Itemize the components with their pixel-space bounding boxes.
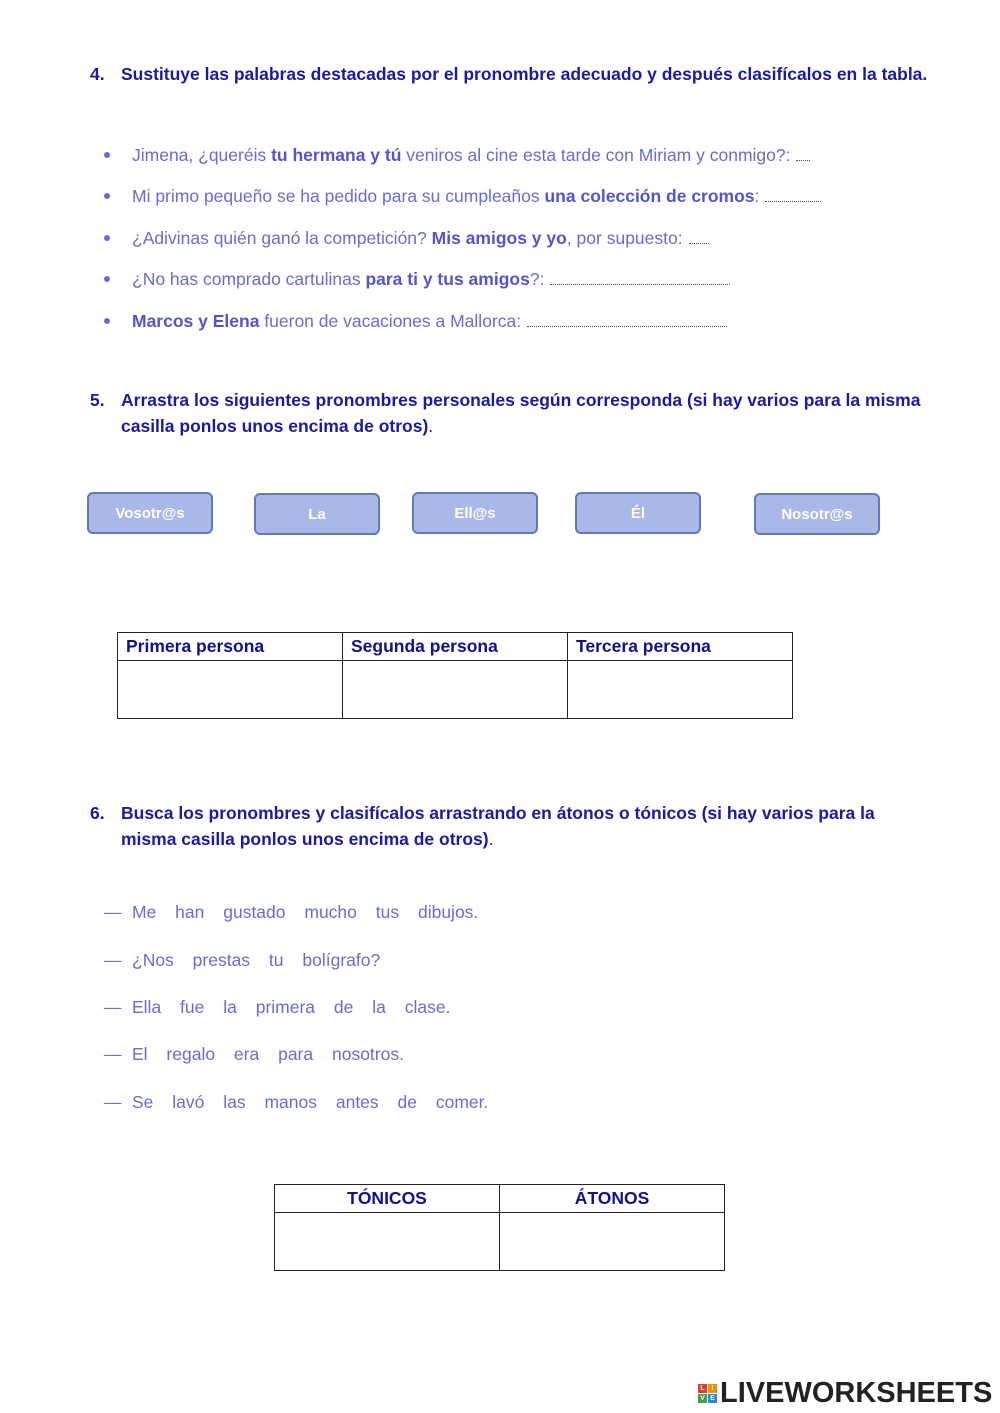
draggable-chip-ellos[interactable]: Ell@s (412, 492, 538, 534)
answer-blank[interactable] (765, 183, 821, 202)
highlighted-phrase: Mis amigos y yo (431, 228, 567, 248)
sentence-text[interactable]: Me han gustado mucho tus dibujos. (132, 902, 479, 922)
highlighted-phrase: para ti y tus amigos (365, 269, 530, 289)
answer-blank[interactable] (527, 308, 727, 327)
section-5-heading (90, 387, 940, 441)
drop-zone-tercera-persona[interactable] (568, 661, 793, 719)
draggable-chip-nosotros[interactable]: Nosotr@s (754, 493, 880, 535)
sentence-text[interactable]: Se lavó las manos antes de comer. (132, 1092, 489, 1112)
tonicos-atonos-table (274, 1184, 725, 1271)
draggable-chip-el[interactable]: Él (575, 492, 701, 534)
drop-zone-primera-persona[interactable] (118, 661, 343, 719)
draggable-chip-vosotros[interactable]: Vosotr@s (87, 492, 213, 534)
drop-zone-segunda-persona[interactable] (343, 661, 568, 719)
section-4-instruction: Sustituye las palabras destacadas por el pronombre adecuado y después clasifícalos en la tabla. (121, 64, 928, 84)
answer-blank[interactable] (689, 225, 709, 244)
section-5-instruction: Arrastra los siguientes pronombres personales según corresponda (si hay varios para la misma casilla ponlos unos encima de otros). (121, 390, 921, 436)
draggable-chip-la[interactable]: La (254, 493, 380, 535)
header-tercera-persona: Tercera persona (568, 633, 793, 661)
dash-marker: — (104, 950, 122, 970)
highlighted-phrase: Marcos y Elena (132, 311, 260, 331)
bullet-icon (104, 318, 110, 324)
dash-marker: — (104, 1092, 122, 1112)
section-6-number: 6. (90, 803, 105, 823)
section-6-heading (90, 800, 940, 854)
section-5-number: 5. (90, 390, 105, 410)
bullet-icon (104, 276, 110, 282)
sentence-text[interactable]: Ella fue la primera de la clase. (132, 997, 451, 1017)
answer-blank[interactable] (550, 266, 730, 285)
header-atonos: ÁTONOS (500, 1185, 725, 1213)
highlighted-phrase: tu hermana y tú (271, 145, 402, 165)
dash-marker: — (104, 902, 122, 922)
dash-marker: — (104, 1044, 122, 1064)
header-tonicos: TÓNICOS (275, 1185, 500, 1213)
section-4-number: 4. (90, 64, 105, 84)
drop-zone-tonicos[interactable] (275, 1213, 500, 1271)
logo-text: LIVEWORKSHEETS (720, 1376, 993, 1409)
header-segunda-persona: Segunda persona (343, 633, 568, 661)
bullet-icon (104, 235, 110, 241)
drop-zone-atonos[interactable] (500, 1213, 725, 1271)
persona-table (117, 632, 793, 719)
bullet-icon (104, 152, 110, 158)
sentence-text[interactable]: ¿Nos prestas tu bolígrafo? (132, 950, 381, 970)
live-badge-icon: L I V E (698, 1384, 717, 1403)
sentence-text[interactable]: El regalo era para nosotros. (132, 1044, 404, 1064)
liveworksheets-logo (698, 1377, 992, 1409)
header-primera-persona: Primera persona (118, 633, 343, 661)
highlighted-phrase: una colección de cromos (544, 186, 755, 206)
section-6-instruction: Busca los pronombres y clasifícalos arrastrando en átonos o tónicos (si hay varios para la misma casilla ponlos unos encima de otros). (121, 803, 875, 849)
dash-marker: — (104, 997, 122, 1017)
bullet-icon (104, 193, 110, 199)
answer-blank[interactable] (796, 142, 810, 161)
section-4-heading (90, 61, 940, 115)
